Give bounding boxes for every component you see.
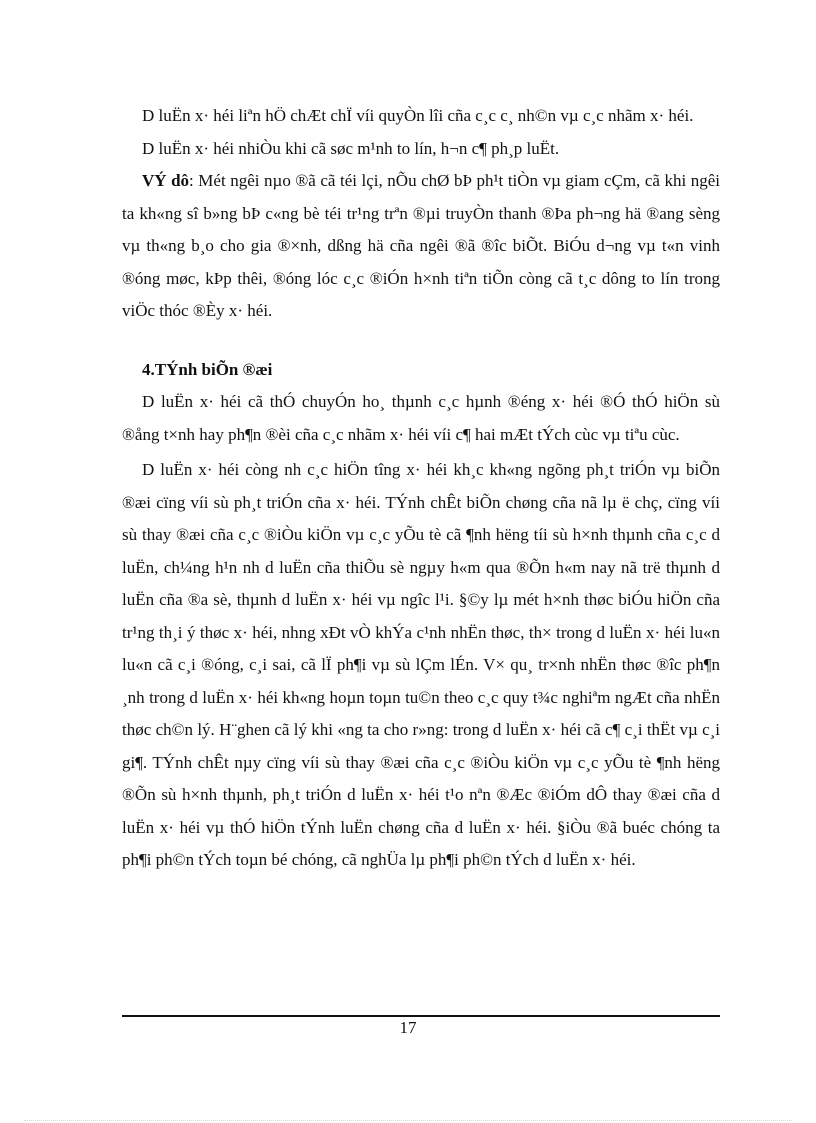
page-bottom-edge bbox=[24, 1120, 792, 1121]
body-text bbox=[122, 100, 720, 877]
section-paragraph-1: D luËn x· héi cã thÓ chuyÓn ho¸ thµnh c¸c hµnh ®éng x· héi ®Ó thÓ hiÖn sù ®ång t×nh hay ph¶n ®èi cña c¸c nhãm x· héi víi c¶ hai mÆt tÝch cùc vµ tiªu cùc. bbox=[122, 392, 720, 444]
example-lead: VÝ dô bbox=[142, 171, 190, 190]
example-text: : Mét ngêi nµo ®ã cã téi lçi, nÕu chØ bÞ ph¹t tiÒn vµ giam cÇm, cã khi ngêi ta kh«ng sî b»ng bÞ c«ng bè téi tr¹ng trªn ®µi truyÒn thanh ®Þa ph¬ng hä ®ang sèng vµ th«ng b¸o cho gia ®×nh, dßng hä cña ngêi ®ã ®îc biÕt. BiÓu d¬ng vµ t«n vinh ®óng møc, kÞp thêi, ®óng lóc c¸c ®iÓn h×nh tiªn tiÕn còng cã t¸c dông to lín trong viÖc thóc ®Èy x· héi. bbox=[122, 171, 720, 320]
example-paragraph bbox=[122, 165, 720, 328]
section-paragraph-2: D luËn x· héi còng nh c¸c hiÖn tîng x· héi kh¸c kh«ng ngõng ph¸t triÓn vµ biÕn ®æi cïng víi sù ph¸t triÓn cña x· héi. TÝnh chÊt biÕn chøng cña nã lµ ë chç, cïng víi sù thay ®æi cña c¸c ®iÒu kiÖn vµ c¸c yÕu tè cã ¶nh hëng tíi sù h×nh thµnh cña c¸c d luËn, ch¼ng h¹n nh d luËn cña thiÕu sè ngµy h«m qua ®Õn h«m nay nã trë thµnh d luËn cña ®a sè, thµnh d luËn x· héi vµ ngîc l¹i. §©y lµ mét h×nh thøc biÓu hiÖn cña tr¹ng th¸i ý thøc x· héi, nhng xÐt vÒ khÝa c¹nh nhËn thøc, th× trong d luËn x· héi lu«n lu«n cã c¸i ®óng, c¸i sai, cã lÏ ph¶i vµ sù lÇm lÉn. V× qu¸ tr×nh nhËn thøc ®îc ph¶n ¸nh trong d luËn x· héi kh«ng hoµn toµn tu©n theo c¸c quy t¾c nghiªm ngÆt cña nhËn thøc ch©n lý. H¨ghen cã lý khi «ng ta cho r»ng: trong d luËn x· héi cã c¶ c¸i thËt vµ c¸i gi¶. TÝnh chÊt nµy cïng víi sù thay ®æi cña c¸c ®iÒu kiÖn vµ c¸c yÕu tè ¶nh hëng ®Õn sù h×nh thµnh, ph¸t triÓn d luËn x· héi t¹o nªn ®Æc ®iÓm dÔ thay ®æi cña d luËn x· héi vµ thÓ hiÖn tÝnh luËn chøng cña d luËn x· héi. §iÒu ®ã buéc chóng ta ph¶i ph©n tÝch toµn bé chóng, cã nghÜa lµ ph¶i ph©n tÝch d luËn x· héi. bbox=[122, 460, 720, 869]
paragraph-2: D luËn x· héi nhiÒu khi cã søc m¹nh to lín, h¬n c¶ ph¸p luËt. bbox=[142, 138, 560, 158]
paragraph-1: D luËn x· héi liªn hÖ chÆt chÏ víi quyÒn lîi cña c¸c c¸ nh©n vµ c¸c nhãm x· héi. bbox=[142, 106, 694, 125]
section-heading: 4.TÝnh biÕn ®æi bbox=[142, 359, 273, 379]
page-number: 17 bbox=[399, 1018, 417, 1037]
